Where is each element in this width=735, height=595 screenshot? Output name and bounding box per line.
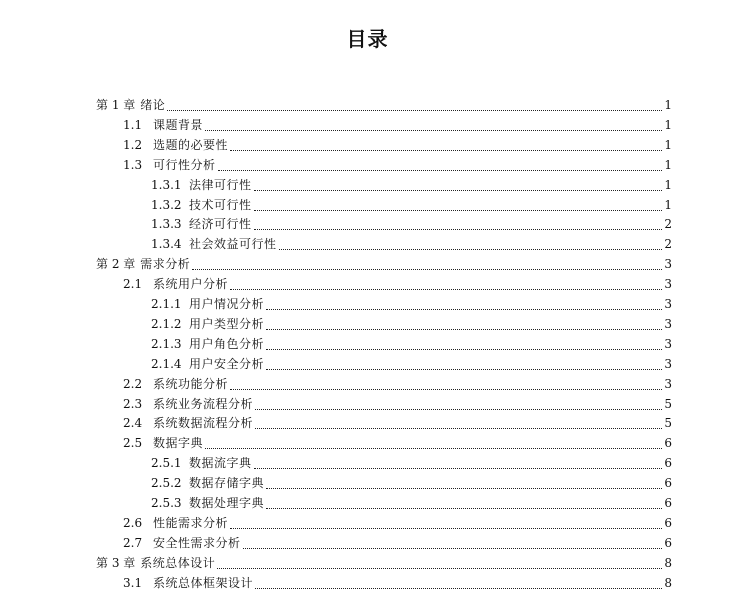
toc-entry-page-number: 3 [664, 376, 672, 391]
toc-entry-title: 用户情况分析 [189, 297, 265, 311]
toc-entry-title: 数据流字典 [189, 456, 252, 471]
toc-entry-number: 1.3.4 [151, 237, 182, 252]
toc-entry-title: 经济可行性 [189, 217, 252, 232]
toc-entry-title: 系统总体框架设计 [153, 575, 254, 590]
toc-dot-leader [255, 428, 662, 429]
toc-entry-title: 选题的必要性 [153, 137, 229, 152]
toc-entry[interactable] [123, 514, 672, 533]
toc-entry-title: 系统总体设计 [140, 555, 216, 570]
toc-entry-number: 第 2 章 [96, 257, 136, 272]
toc-entry-title: 课题背景 [153, 117, 204, 132]
toc-entry-number: 第 1 章 [96, 98, 136, 112]
toc-dot-leader [217, 568, 662, 569]
toc-entry-title: 系统用户分析 [153, 277, 229, 292]
toc-entry-title: 数据存储字典 [189, 476, 265, 491]
toc-entry[interactable] [123, 434, 672, 453]
toc-dot-leader [255, 409, 662, 410]
toc-dot-leader [266, 309, 662, 310]
toc-entry-number: 2.6 [123, 515, 143, 530]
toc-entry-page-number: 5 [664, 396, 672, 411]
toc-entry-page-number: 1 [664, 117, 672, 132]
toc-title: 目录 [346, 27, 389, 51]
toc-entry-number: 2.1 [123, 277, 143, 292]
toc-entry[interactable] [123, 136, 672, 155]
toc-dot-leader [230, 389, 662, 390]
toc-entry-number: 1.3.3 [151, 217, 182, 232]
toc-entry-number: 2.1.4 [151, 356, 182, 371]
toc-entry-title: 数据处理字典 [189, 496, 265, 510]
toc-entry-title: 性能需求分析 [153, 515, 229, 530]
toc-entry-page-number: 8 [664, 555, 672, 570]
toc-entry[interactable] [151, 196, 672, 215]
toc-entry-title: 系统功能分析 [153, 376, 229, 391]
toc-entry-number: 2.1.2 [151, 316, 182, 331]
toc-entry-page-number: 6 [664, 515, 672, 530]
toc-dot-leader [266, 329, 662, 330]
toc-entry-title: 需求分析 [140, 257, 191, 272]
toc-entry[interactable] [96, 96, 672, 115]
toc-entry[interactable] [151, 215, 672, 234]
toc-entry[interactable] [123, 395, 672, 414]
toc-entry-number: 2.5.2 [151, 476, 182, 491]
toc-entry-page-number: 6 [664, 456, 672, 471]
toc-entry[interactable] [123, 275, 672, 294]
toc-entry-number: 2.1.3 [151, 336, 182, 351]
toc-entry-title: 数据字典 [153, 436, 204, 451]
toc-entry[interactable] [96, 255, 672, 274]
toc-dot-leader [230, 289, 662, 290]
toc-entry[interactable] [151, 355, 672, 374]
toc-dot-leader [205, 130, 662, 131]
toc-entry-page-number: 3 [664, 297, 672, 311]
toc-entry[interactable] [151, 315, 672, 334]
toc-entry-page-number: 2 [664, 237, 672, 252]
toc-entry-page-number: 5 [664, 416, 672, 431]
toc-entry-title: 可行性分析 [153, 157, 216, 172]
toc-entry[interactable] [151, 454, 672, 473]
toc-entry-page-number: 2 [664, 217, 672, 232]
toc-entry-number: 2.5 [123, 436, 143, 451]
toc-entry[interactable] [123, 414, 672, 433]
toc-entry-title: 法律可行性 [189, 177, 252, 192]
toc-entry-page-number: 1 [664, 197, 672, 212]
toc-entry-number: 1.3.1 [151, 177, 182, 192]
toc-entry-title: 用户类型分析 [189, 316, 265, 331]
toc-entry-title: 技术可行性 [189, 197, 252, 212]
toc-entry-page-number: 6 [664, 535, 672, 550]
toc-dot-leader [254, 229, 662, 230]
toc-entry[interactable] [151, 295, 672, 314]
toc-entry-title: 绪论 [140, 98, 166, 112]
toc-entry-title: 系统数据流程分析 [153, 416, 254, 431]
toc-entry-title: 用户角色分析 [189, 336, 265, 351]
toc-entry[interactable] [151, 474, 672, 493]
toc-entry-title: 系统业务流程分析 [153, 396, 254, 411]
toc-entry[interactable] [151, 235, 672, 254]
toc-dot-leader [230, 528, 662, 529]
toc-entry-number: 2.7 [123, 535, 143, 550]
toc-dot-leader [255, 588, 662, 589]
toc-entry-page-number: 3 [664, 356, 672, 371]
toc-dot-leader [266, 488, 662, 489]
toc-entry-number: 1.3 [123, 157, 143, 172]
toc-entry-number: 1.3.2 [151, 197, 182, 212]
toc-entry-title: 社会效益可行性 [189, 237, 277, 252]
toc-entry-page-number: 6 [664, 436, 672, 451]
toc-entry-page-number: 6 [664, 496, 672, 510]
toc-dot-leader [218, 170, 662, 171]
toc-entry-page-number: 3 [664, 316, 672, 331]
toc-entry-page-number: 8 [664, 575, 672, 590]
toc-dot-leader [266, 508, 662, 509]
toc-entry-number: 2.5.1 [151, 456, 182, 471]
toc-entry-page-number: 1 [664, 177, 672, 192]
toc-entry-number: 2.3 [123, 396, 143, 411]
toc-dot-leader [167, 110, 662, 111]
toc-dot-leader [254, 468, 662, 469]
toc-entry-number: 2.5.3 [151, 496, 182, 510]
toc-dot-leader [254, 210, 662, 211]
toc-entry[interactable] [123, 534, 672, 553]
toc-entry[interactable] [123, 375, 672, 394]
toc-entry-page-number: 1 [664, 137, 672, 152]
toc-entry-page-number: 6 [664, 476, 672, 491]
toc-entry[interactable] [151, 176, 672, 195]
toc-dot-leader [279, 249, 662, 250]
toc-entry-title: 安全性需求分析 [153, 535, 241, 550]
toc-entry[interactable] [123, 574, 672, 593]
toc-entry-number: 3.1 [123, 575, 143, 590]
toc-entry-page-number: 3 [664, 336, 672, 351]
toc-dot-leader [205, 448, 662, 449]
toc-entry-number: 2.4 [123, 416, 143, 431]
toc-entry-page-number: 1 [664, 157, 672, 172]
toc-entry-number: 1.2 [123, 137, 143, 152]
toc-entry-page-number: 3 [664, 277, 672, 292]
toc-entry-page-number: 3 [664, 257, 672, 272]
toc-entry-number: 2.1.1 [151, 297, 182, 311]
toc-entry-number: 1.1 [123, 117, 143, 132]
toc-dot-leader [266, 349, 662, 350]
toc-dot-leader [243, 548, 662, 549]
toc-entry[interactable] [151, 494, 672, 513]
toc-dot-leader [192, 269, 662, 270]
toc-entry-title: 用户安全分析 [189, 356, 265, 371]
toc-entry[interactable] [123, 116, 672, 135]
toc-dot-leader [254, 190, 662, 191]
toc-dot-leader [266, 369, 662, 370]
toc-entry-number: 2.2 [123, 376, 143, 391]
toc-entry[interactable] [96, 554, 672, 573]
toc-entry[interactable] [123, 156, 672, 175]
toc-entry[interactable] [151, 335, 672, 354]
toc-dot-leader [230, 150, 662, 151]
toc-entry-page-number: 1 [664, 98, 672, 112]
toc-entry-number: 第 3 章 [96, 555, 136, 570]
